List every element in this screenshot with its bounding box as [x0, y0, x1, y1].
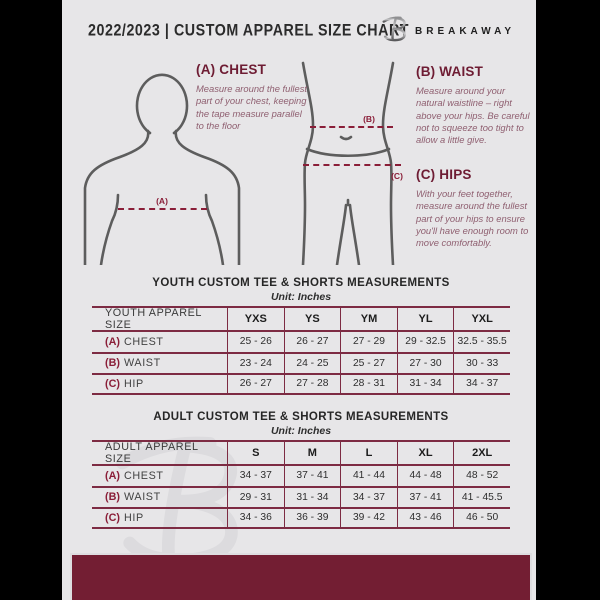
table-cell: 25 - 26 [227, 332, 284, 352]
row-label [92, 509, 227, 527]
table-row-chest [92, 464, 510, 486]
table-cell: 32.5 - 35.5 [453, 332, 510, 352]
table-cell: 34 - 37 [340, 488, 397, 508]
table-cell: 26 - 27 [284, 332, 341, 352]
table-row-waist [92, 486, 510, 508]
youth-table-header-row [92, 306, 510, 330]
table-cell: 28 - 31 [340, 375, 397, 393]
chest-measure-line [118, 208, 207, 210]
adult-table-header-row [92, 440, 510, 464]
column-header: YOUTH APPAREL SIZE [105, 307, 202, 331]
column-header: S [227, 442, 284, 464]
table-cell: 31 - 34 [284, 488, 341, 508]
row-name: WAIST [124, 491, 161, 504]
youth-table-unit: Unit: Inches [270, 291, 332, 303]
row-label [92, 332, 227, 352]
row-key: (C) [105, 511, 120, 524]
table-cell: 43 - 46 [397, 509, 454, 527]
footer-bar [70, 553, 532, 600]
column-header: 2XL [453, 442, 510, 464]
row-name: HIP [124, 377, 144, 390]
table-row-hip [92, 507, 510, 529]
page-title: 2022/2023 | CUSTOM APPAREL SIZE CHART [88, 21, 410, 40]
size-chart-page [62, 0, 536, 600]
column-header: ADULT APPAREL SIZE [105, 441, 199, 465]
column-header: YXS [227, 308, 284, 330]
column-header: L [340, 442, 397, 464]
table-cell: 27 - 29 [340, 332, 397, 352]
table-cell: 44 - 48 [397, 466, 454, 486]
row-label [92, 488, 227, 508]
row-key: (B) [105, 357, 120, 370]
youth-size-table [92, 306, 510, 395]
chest-line-tag: (A) [156, 196, 168, 206]
row-name: HIP [124, 511, 144, 524]
hips-section-description: With your feet together, measure around the fullest part of your hips to ensure you'll have enough room to move comfortably. [416, 188, 529, 249]
row-key: (B) [105, 491, 120, 504]
table-cell: 34 - 37 [227, 466, 284, 486]
table-cell: 48 - 52 [453, 466, 510, 486]
table-cell: 29 - 31 [227, 488, 284, 508]
row-label [92, 466, 227, 486]
column-header: M [284, 442, 341, 464]
row-key: (C) [105, 377, 120, 390]
column-header: YS [284, 308, 341, 330]
table-cell: 29 - 32.5 [397, 332, 454, 352]
table-cell: 24 - 25 [284, 354, 341, 374]
hips-measure-line [303, 164, 401, 166]
table-cell: 27 - 28 [284, 375, 341, 393]
hips-line-tag: (C) [391, 171, 403, 181]
column-header: XL [397, 442, 454, 464]
breakaway-b-logo-icon [380, 14, 408, 44]
waist-section-description: Measure around your natural waistline – right above your hips. Be careful not to squeeze too tight to allow a little give. [416, 85, 530, 146]
waist-line-tag: (B) [363, 114, 375, 124]
table-cell: 30 - 33 [453, 354, 510, 374]
row-name: CHEST [124, 335, 164, 348]
table-cell: 37 - 41 [284, 466, 341, 486]
youth-table-title: YOUTH CUSTOM TEE & SHORTS MEASUREMENTS [152, 277, 450, 289]
table-cell: 41 - 44 [340, 466, 397, 486]
table-row-hip [92, 373, 510, 395]
table-row-waist [92, 352, 510, 374]
hips-section-heading: (C) HIPS [416, 167, 472, 182]
chest-section-description: Measure around the fullest part of your chest, keeping the tape measure parallel to the floor [196, 83, 308, 131]
table-cell: 34 - 36 [227, 509, 284, 527]
row-label [92, 375, 227, 393]
table-cell: 26 - 27 [227, 375, 284, 393]
row-key: (A) [105, 469, 120, 482]
table-cell: 39 - 42 [340, 509, 397, 527]
table-cell: 37 - 41 [397, 488, 454, 508]
table-cell: 34 - 37 [453, 375, 510, 393]
column-header: YL [397, 308, 454, 330]
waist-section-heading: (B) WAIST [416, 64, 484, 79]
table-cell: 25 - 27 [340, 354, 397, 374]
table-cell: 36 - 39 [284, 509, 341, 527]
waist-measure-line [310, 126, 393, 128]
adult-table-unit: Unit: Inches [270, 425, 332, 437]
chest-section-heading: (A) CHEST [196, 62, 267, 77]
row-label [92, 354, 227, 374]
column-header: YXL [453, 308, 510, 330]
column-header: YM [340, 308, 397, 330]
table-cell: 46 - 50 [453, 509, 510, 527]
table-cell: 41 - 45.5 [453, 488, 510, 508]
table-cell: 31 - 34 [397, 375, 454, 393]
table-row-chest [92, 330, 510, 352]
table-cell: 23 - 24 [227, 354, 284, 374]
brand-name: BREAKAWAY [415, 26, 516, 37]
adult-table-title: ADULT CUSTOM TEE & SHORTS MEASUREMENTS [153, 411, 449, 423]
table-cell: 27 - 30 [397, 354, 454, 374]
row-name: WAIST [124, 357, 161, 370]
row-key: (A) [105, 335, 120, 348]
adult-size-table [92, 440, 510, 529]
row-name: CHEST [124, 469, 164, 482]
